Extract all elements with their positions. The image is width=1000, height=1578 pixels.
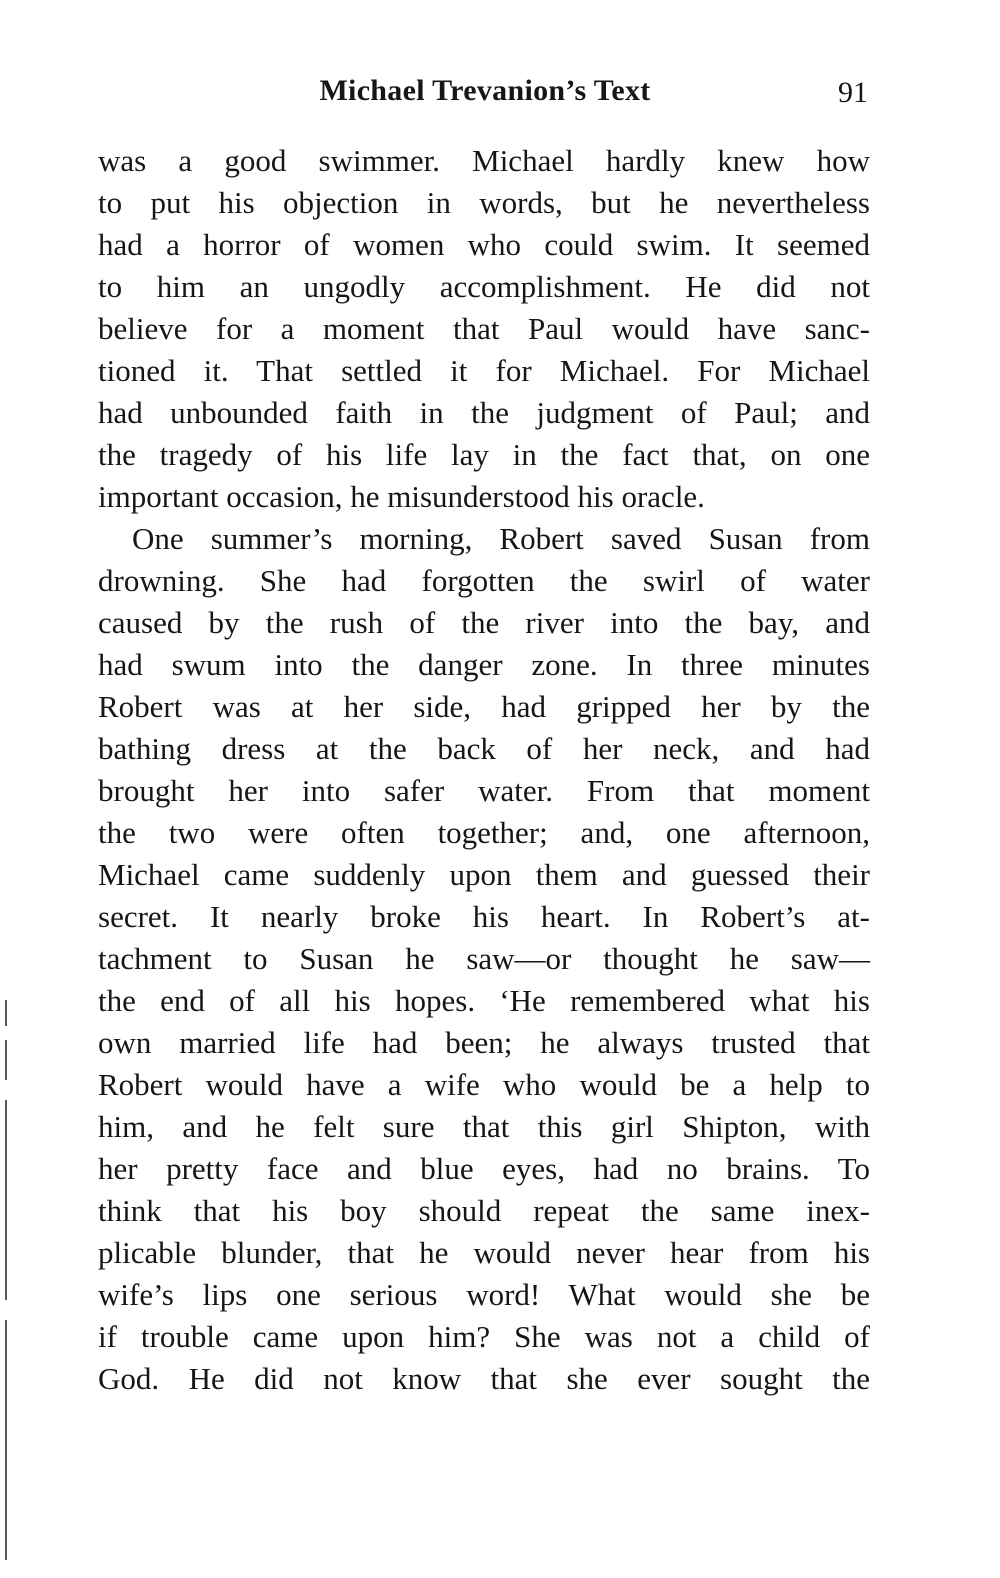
text-line: to him an ungodly accomplishment. He did not xyxy=(98,269,870,304)
text-line: her pretty face and blue eyes, had no brains. To xyxy=(98,1151,870,1186)
scan-edge-mark xyxy=(5,1320,7,1560)
text-line: had swum into the danger zone. In three minutes xyxy=(98,647,870,682)
text-line: own married life had been; he always trusted that xyxy=(98,1025,870,1060)
text-line: Robert was at her side, had gripped her by the xyxy=(98,689,870,724)
text-line: think that his boy should repeat the same inex- xyxy=(98,1193,870,1228)
body-text xyxy=(98,140,870,1400)
text-line: the tragedy of his life lay in the fact that, on one xyxy=(98,437,870,472)
text-line: brought her into safer water. From that moment xyxy=(98,773,870,808)
text-line: had unbounded faith in the judgment of Paul; and xyxy=(98,395,870,430)
running-title: Michael Trevanion’s Text xyxy=(319,74,651,107)
text-line: Robert would have a wife who would be a help to xyxy=(98,1067,870,1102)
text-line: the two were often together; and, one afternoon, xyxy=(98,815,870,850)
paragraph xyxy=(98,140,870,518)
text-line: caused by the rush of the river into the bay, and xyxy=(98,605,870,640)
text-line: believe for a moment that Paul would have sanc- xyxy=(98,311,870,346)
text-line: plicable blunder, that he would never hear from his xyxy=(98,1235,870,1270)
text-line: the end of all his hopes. ‘He remembered what his xyxy=(98,983,870,1018)
text-line: was a good swimmer. Michael hardly knew how xyxy=(98,143,870,178)
page-number: 91 xyxy=(838,76,868,109)
text-line: tioned it. That settled it for Michael. For Michael xyxy=(98,353,870,388)
text-line: wife’s lips one serious word! What would she be xyxy=(98,1277,870,1312)
text-line: if trouble came upon him? She was not a child of xyxy=(98,1319,870,1354)
text-line: One summer’s morning, Robert saved Susan from xyxy=(132,521,870,556)
scan-edge-mark xyxy=(5,1000,7,1026)
text-line: secret. It nearly broke his heart. In Robert’s at- xyxy=(98,899,870,934)
text-line: bathing dress at the back of her neck, and had xyxy=(98,731,870,766)
scan-edge-mark xyxy=(5,1040,7,1080)
text-line: had a horror of women who could swim. It seemed xyxy=(98,227,870,262)
text-line: tachment to Susan he saw—or thought he saw— xyxy=(98,941,870,976)
text-line: Michael came suddenly upon them and guessed their xyxy=(98,857,870,892)
text-line: drowning. She had forgotten the swirl of water xyxy=(98,563,870,598)
text-line: him, and he felt sure that this girl Shipton, with xyxy=(98,1109,870,1144)
text-line: God. He did not know that she ever sought the xyxy=(98,1361,870,1396)
paragraph xyxy=(98,518,870,1400)
text-line: to put his objection in words, but he nevertheless xyxy=(98,185,870,220)
scan-edge-mark xyxy=(5,1100,7,1300)
text-line: important occasion, he misunderstood his oracle. xyxy=(98,479,705,514)
running-head xyxy=(96,74,874,118)
